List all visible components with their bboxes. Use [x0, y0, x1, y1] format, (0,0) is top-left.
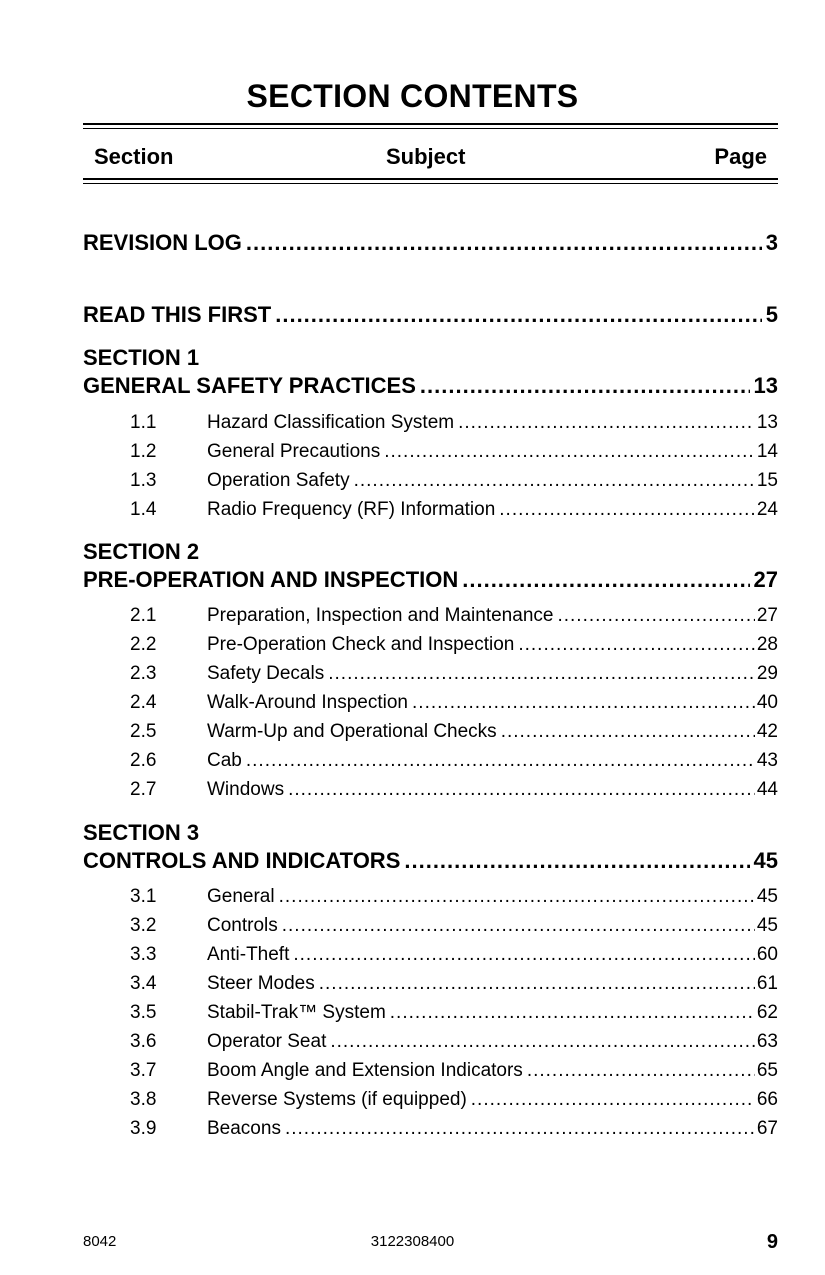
footer-page-number: 9 — [766, 1231, 778, 1253]
footer-model: 8042 — [83, 1233, 117, 1250]
column-header-row — [83, 141, 778, 173]
section-heading: SECTION 3 — [83, 820, 200, 845]
subitem-number: 2.2 — [130, 634, 157, 655]
subitem-page: 45 — [756, 915, 778, 936]
subitem-number: 3.6 — [130, 1031, 157, 1052]
subitem-label: Radio Frequency (RF) Information — [207, 499, 496, 520]
subitem-page: 43 — [756, 750, 778, 771]
subitem-label: Walk-Around Inspection — [207, 692, 409, 713]
toc-entry-page: 5 — [765, 302, 778, 327]
page-title: SECTION CONTENTS — [246, 78, 579, 114]
subitem-label: Safety Decals — [207, 663, 325, 684]
toc-subitem[interactable] — [130, 630, 778, 659]
toc-subitem[interactable] — [130, 601, 778, 630]
toc-subitem[interactable] — [130, 940, 778, 969]
column-header-page: Page — [714, 144, 767, 169]
toc-subitem[interactable] — [130, 746, 778, 775]
subitem-page: 44 — [756, 779, 778, 800]
section-page: 13 — [753, 373, 778, 398]
subitem-label: Operator Seat — [207, 1031, 327, 1052]
subitem-label: Controls — [207, 915, 278, 936]
subitem-number: 1.3 — [130, 470, 157, 491]
toc-subitem[interactable] — [130, 688, 778, 717]
toc-subitem[interactable] — [130, 775, 778, 804]
column-header-subject: Subject — [386, 144, 466, 169]
dot-leader — [285, 1114, 755, 1143]
subitem-number: 3.4 — [130, 973, 157, 994]
subitem-number: 1.1 — [130, 412, 157, 433]
toc-subitem[interactable] — [130, 717, 778, 746]
toc-subitem[interactable] — [130, 1027, 778, 1056]
subitem-label: General — [207, 886, 275, 907]
dot-leader — [330, 1027, 755, 1056]
dot-leader — [246, 746, 755, 775]
subitem-page: 45 — [756, 886, 778, 907]
subitem-number: 2.1 — [130, 605, 157, 626]
dot-leader — [319, 969, 755, 998]
toc-entry-read-this-first[interactable] — [83, 300, 778, 328]
subitem-label: General Precautions — [207, 441, 381, 462]
subitem-page: 24 — [756, 499, 778, 520]
toc-entry-label: REVISION LOG — [83, 230, 242, 255]
toc-subitem[interactable] — [130, 1085, 778, 1114]
subitem-label: Operation Safety — [207, 470, 350, 491]
subitem-number: 1.2 — [130, 441, 157, 462]
subitem-number: 3.3 — [130, 944, 157, 965]
subitem-page: 63 — [756, 1031, 778, 1052]
column-header-section: Section — [94, 144, 174, 169]
dot-leader — [501, 717, 755, 746]
toc-entry-page: 3 — [765, 230, 778, 255]
dot-leader — [384, 437, 755, 466]
section-heading: SECTION 2 — [83, 539, 200, 564]
subitem-number: 3.2 — [130, 915, 157, 936]
toc-subitem[interactable] — [130, 495, 778, 524]
toc-subitem[interactable] — [130, 998, 778, 1027]
toc-subitem[interactable] — [130, 911, 778, 940]
subitem-label: Boom Angle and Extension Indicators — [207, 1060, 523, 1081]
dot-leader — [404, 846, 749, 876]
subitem-number: 3.8 — [130, 1089, 157, 1110]
subitem-page: 29 — [756, 663, 778, 684]
subitem-number: 1.4 — [130, 499, 157, 520]
subitem-number: 2.4 — [130, 692, 157, 713]
header-bottom-rule — [83, 178, 778, 184]
subitem-label: Preparation, Inspection and Maintenance — [207, 605, 554, 626]
dot-leader — [279, 882, 755, 911]
subitem-label: Windows — [207, 779, 285, 800]
dot-leader — [246, 228, 762, 258]
subitem-label: Stabil-Trak™ System — [207, 1002, 386, 1023]
dot-leader — [390, 998, 755, 1027]
dot-leader — [282, 911, 755, 940]
toc-subitem[interactable] — [130, 659, 778, 688]
dot-leader — [293, 940, 754, 969]
subitem-label: Hazard Classification System — [207, 412, 455, 433]
section-page: 45 — [753, 848, 778, 873]
toc-subitem[interactable] — [130, 437, 778, 466]
subitem-page: 60 — [756, 944, 778, 965]
dot-leader — [499, 495, 755, 524]
subitem-label: Steer Modes — [207, 973, 315, 994]
subitem-page: 14 — [756, 441, 778, 462]
toc-subitem[interactable] — [130, 882, 778, 911]
subitem-label: Pre-Operation Check and Inspection — [207, 634, 515, 655]
subitem-number: 2.6 — [130, 750, 157, 771]
dot-leader — [288, 775, 755, 804]
dot-leader — [458, 408, 755, 437]
subitem-page: 62 — [756, 1002, 778, 1023]
subitem-page: 27 — [756, 605, 778, 626]
subitem-page: 13 — [756, 412, 778, 433]
toc-subitem[interactable] — [130, 1114, 778, 1143]
dot-leader — [518, 630, 755, 659]
toc-subitem[interactable] — [130, 969, 778, 998]
dot-leader — [275, 300, 762, 330]
dot-leader — [462, 565, 749, 595]
section-title: PRE-OPERATION AND INSPECTION — [83, 567, 459, 592]
dot-leader — [412, 688, 755, 717]
header-top-rule — [83, 123, 778, 129]
subitem-page: 61 — [756, 973, 778, 994]
subitem-page: 15 — [756, 470, 778, 491]
toc-subitem[interactable] — [130, 1056, 778, 1085]
subitem-page: 66 — [756, 1089, 778, 1110]
toc-entry-label: READ THIS FIRST — [83, 302, 272, 327]
toc-subitem[interactable] — [130, 466, 778, 495]
section-title: GENERAL SAFETY PRACTICES — [83, 373, 416, 398]
subitem-label: Reverse Systems (if equipped) — [207, 1089, 467, 1110]
subitem-page: 40 — [756, 692, 778, 713]
subitem-number: 3.9 — [130, 1118, 157, 1139]
subitem-page: 42 — [756, 721, 778, 742]
section-heading: SECTION 1 — [83, 345, 200, 370]
subitem-number: 3.5 — [130, 1002, 157, 1023]
section-3-entry[interactable] — [83, 818, 778, 874]
toc-entry-revision-log[interactable] — [83, 228, 778, 256]
subitem-number: 3.7 — [130, 1060, 157, 1081]
section-page: 27 — [753, 567, 778, 592]
dot-leader — [557, 601, 754, 630]
subitem-number: 2.3 — [130, 663, 157, 684]
toc-subitem[interactable] — [130, 408, 778, 437]
subitem-label: Warm-Up and Operational Checks — [207, 721, 497, 742]
dot-leader — [420, 371, 750, 401]
subitem-label: Anti-Theft — [207, 944, 290, 965]
dot-leader — [328, 659, 755, 688]
section-2-entry[interactable] — [83, 537, 778, 593]
subitem-number: 3.1 — [130, 886, 157, 907]
dot-leader — [471, 1085, 755, 1114]
subitem-label: Beacons — [207, 1118, 281, 1139]
subitem-page: 28 — [756, 634, 778, 655]
footer-doc-number: 3122308400 — [370, 1233, 455, 1250]
subitem-number: 2.5 — [130, 721, 157, 742]
dot-leader — [354, 466, 755, 495]
subitem-page: 67 — [756, 1118, 778, 1139]
subitem-page: 65 — [756, 1060, 778, 1081]
subitem-label: Cab — [207, 750, 242, 771]
section-title: CONTROLS AND INDICATORS — [83, 848, 401, 873]
dot-leader — [527, 1056, 755, 1085]
subitem-number: 2.7 — [130, 779, 157, 800]
section-1-entry[interactable] — [83, 343, 778, 399]
